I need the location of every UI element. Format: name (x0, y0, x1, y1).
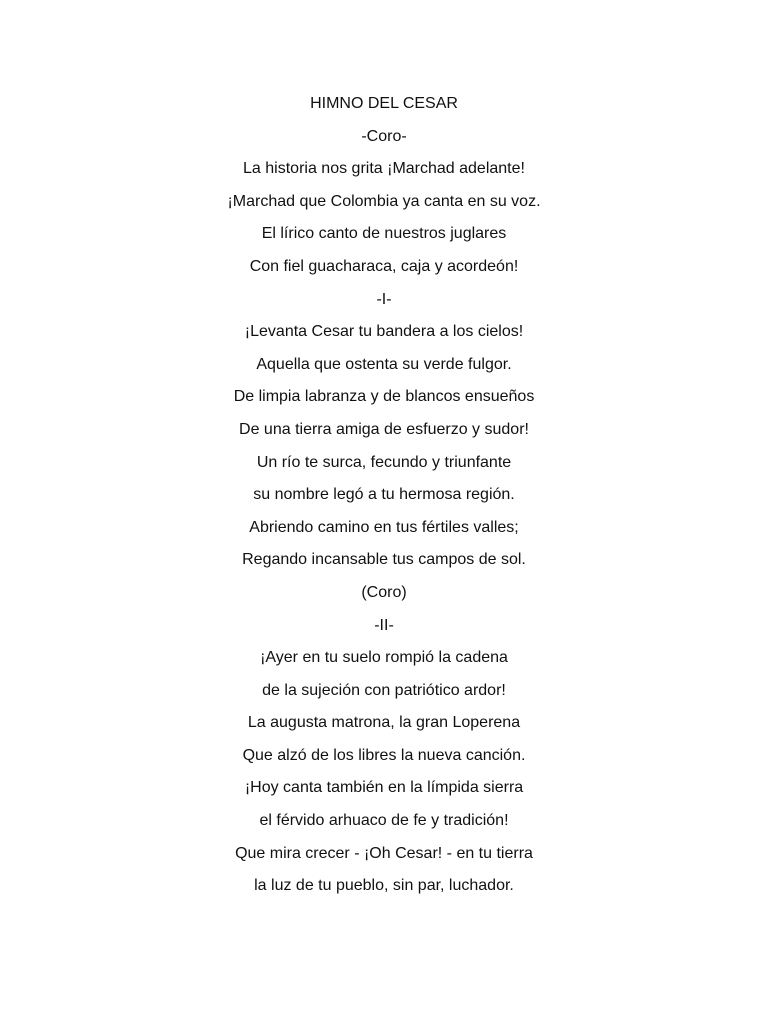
text-line: Abriendo camino en tus fértiles valles; (249, 518, 519, 536)
text-line: De limpia labranza y de blancos ensueños (233, 388, 535, 406)
text-line: Un río te surca, fecundo y triunfante (256, 453, 512, 471)
text-line: Aquella que ostenta su verde fulgor. (256, 355, 512, 373)
stanza-heading: -I- (376, 290, 392, 308)
text-line: ¡Levanta Cesar tu bandera a los cielos! (244, 323, 524, 341)
text-line: La augusta matrona, la gran Loperena (247, 714, 521, 732)
text-line: Regando incansable tus campos de sol. (242, 551, 526, 569)
text-line: su nombre legó a tu hermosa región. (253, 486, 515, 504)
text-line: ¡Ayer en tu suelo rompió la cadena (260, 649, 508, 667)
text-line: Que alzó de los libres la nueva canción. (242, 746, 526, 764)
text-line: De una tierra amiga de esfuerzo y sudor! (239, 420, 529, 438)
text-line: El lírico canto de nuestros juglares (261, 225, 507, 243)
document-title: HIMNO DEL CESAR (310, 95, 458, 112)
text-line: La historia nos grita ¡Marchad adelante! (243, 160, 525, 178)
anthem-text (0, 88, 768, 903)
chorus-reference: (Coro) (361, 583, 407, 601)
chorus-heading: -Coro- (361, 127, 407, 145)
text-line: Con fiel guacharaca, caja y acordeón! (249, 257, 519, 275)
stanza-heading: -II- (374, 616, 394, 634)
text-line: de la sujeción con patriótico ardor! (262, 681, 506, 699)
text-line: Que mira crecer - ¡Oh Cesar! - en tu tierra (235, 844, 533, 862)
text-line: el férvido arhuaco de fe y tradición! (259, 812, 509, 830)
text-line: ¡Hoy canta también en la límpida sierra (244, 779, 524, 797)
text-line: la luz de tu pueblo, sin par, luchador. (254, 877, 514, 895)
text-line: ¡Marchad que Colombia ya canta en su voz. (227, 192, 541, 210)
